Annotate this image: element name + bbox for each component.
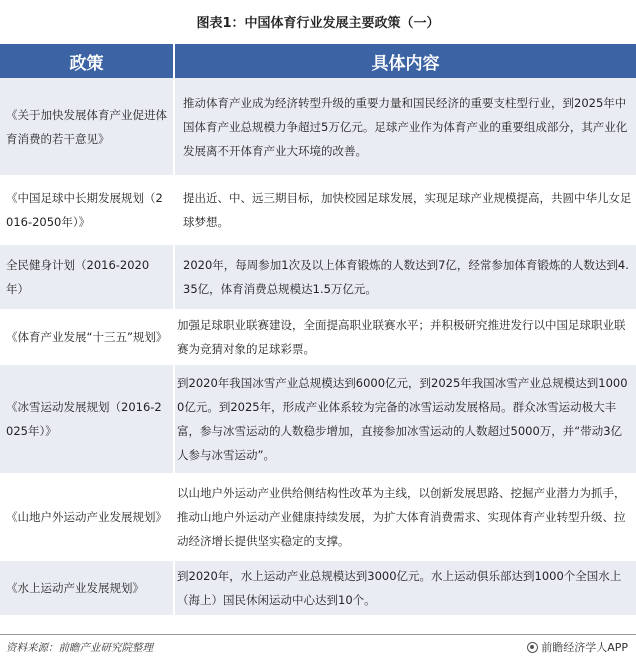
policy-name: 全民健身计划（2016-2020 年） <box>0 244 174 310</box>
table-row <box>0 474 636 560</box>
footer-divider <box>0 634 636 635</box>
brand-name: 前瞻经济学人APP <box>541 641 628 654</box>
policy-name: 《体育产业发展“十三五”规划》 <box>0 310 174 364</box>
policy-content: 到2020年我国冰雪产业总规模达到6000亿元，到2025年我国冰雪产业总规模达到10000亿元。到2025年，形成产业体系较为完备的冰雪运动发展格局。群众冰雪运动极大丰富，参与冰雪运动的人数稳步增加，直接参加冰雪运动的人数超过5000万，并“带动3亿人参与冰雪运动”。 <box>174 364 636 474</box>
table-header-row <box>0 44 636 78</box>
source-note: 资料来源：前瞻产业研究院整理 <box>6 642 153 654</box>
header-policy: 政策 <box>0 44 174 78</box>
policy-name: 《中国足球中长期发展规划（2016-2050年）》 <box>0 176 174 244</box>
table-row <box>0 310 636 364</box>
table-row <box>0 244 636 310</box>
policy-name: 《水上运动产业发展规划》 <box>0 560 174 616</box>
table-row <box>0 176 636 244</box>
policy-name: 《关于加快发展体育产业促进体育消费的若干意见》 <box>0 78 174 176</box>
policy-table <box>0 44 636 617</box>
header-content: 具体内容 <box>174 44 636 78</box>
policy-content: 提出近、中、远三期目标，加快校园足球发展，实现足球产业规模提高，共圆中华儿女足球梦想。 <box>174 176 636 244</box>
chart-title: 图表1：中国体育行业发展主要政策（一） <box>196 16 440 31</box>
policy-content: 推动体育产业成为经济转型升级的重要力量和国民经济的重要支柱型行业，到2025年中国体育产业总规模力争超过5万亿元。足球产业作为体育产业的重要组成部分，其产业化发展离不开体育产业大环境的改善。 <box>174 78 636 176</box>
table-row <box>0 364 636 474</box>
policy-content: 以山地户外运动产业供给侧结构性改革为主线，以创新发展思路、挖掘产业潜力为抓手，推动山地户外运动产业健康持续发展，为扩大体育消费需求、实现体育产业转型升级、拉动经济增长提供坚实稳定的支撑。 <box>174 474 636 560</box>
policy-content: 到2020年，水上运动产业总规模达到3000亿元。水上运动俱乐部达到1000个全国水上（海上）国民休闲运动中心达到10个。 <box>174 560 636 616</box>
table-row <box>0 78 636 176</box>
policy-content: 2020年，每周参加1次及以上体育锻炼的人数达到7亿，经常参加体育锻炼的人数达到4.35亿，体育消费总规模达1.5万亿元。 <box>174 244 636 310</box>
policy-name: 《冰雪运动发展规划（2016-2025年）》 <box>0 364 174 474</box>
policy-content: 加强足球职业联赛建设，全面提高职业联赛水平；并积极研究推进发行以中国足球职业联赛为竞猜对象的足球彩票。 <box>174 310 636 364</box>
policy-name: 《山地户外运动产业发展规划》 <box>0 474 174 560</box>
table-row <box>0 560 636 616</box>
brand-logo-icon <box>527 642 538 653</box>
brand-attribution <box>527 639 628 655</box>
